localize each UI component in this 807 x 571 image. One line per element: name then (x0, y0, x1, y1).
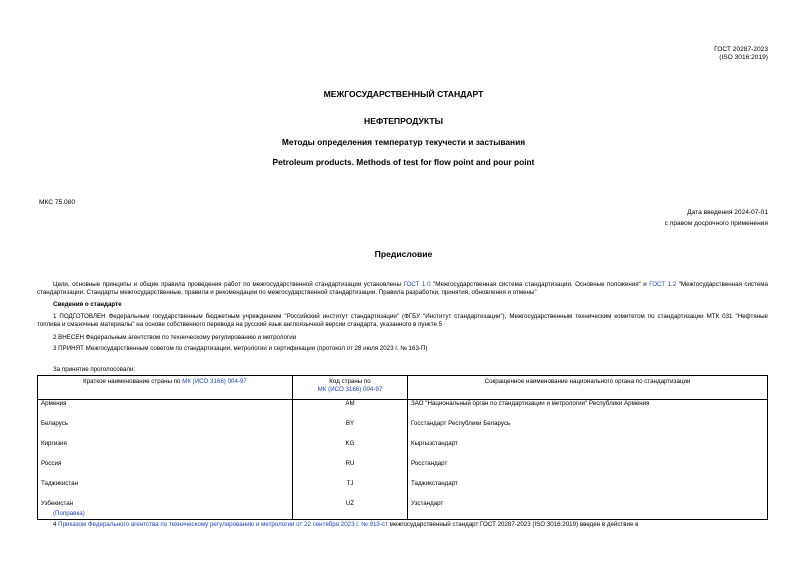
code-cell: TJ (293, 480, 408, 500)
national-body-cell: Госстандарт Республики Беларусь (408, 420, 768, 440)
interstate-title: МЕЖГОСУДАРСТВЕННЫЙ СТАНДАРТ (323, 89, 484, 99)
header-country-code (293, 376, 408, 400)
national-body-cell: Таджикстандарт (408, 480, 768, 500)
header-country-text: Краткое наименование страны по (83, 378, 183, 385)
header-country-name (38, 376, 293, 400)
rosstandart-order-link[interactable]: Приказом Федерального агентства по техническому регулированию и метрологии от 22 сентября 2023 г. № 913-ст (58, 521, 388, 528)
methods-title-ru: Методы определения температур текучести и застывания (281, 137, 526, 147)
national-body-cell: Узстандарт (408, 500, 768, 520)
item-4-text: межгосударственный стандарт ГОСТ 20287-2023 (ISO 3016:2019) введен в действие в (387, 521, 639, 528)
mk-iso-3166-link[interactable]: МК (ИСО 3166) 004-97 (182, 378, 247, 385)
item-3-adopted: 3 ПРИНЯТ Межгосударственным советом по стандартизации, метрологии и сертификации (протокол от 28 июля 2023 г. № 163-П) (53, 345, 428, 352)
country-cell: Киргизия (38, 440, 293, 460)
intro-date (508, 209, 768, 228)
country-cell: Беларусь (38, 420, 293, 440)
product-title: НЕФТЕПРОДУКТЫ (364, 116, 443, 126)
table-row (38, 420, 768, 440)
national-body-cell: ЗАО "Национальный орган по стандартизации и метрологии" Республики Армения (408, 400, 768, 420)
gost-1-2-link[interactable]: ГОСТ 1.2 (649, 281, 677, 288)
table-row (38, 460, 768, 480)
table-row (38, 480, 768, 500)
document-code (568, 46, 768, 62)
methods-title-en: Petroleum products. Methods of test for flow point and pour point (272, 157, 535, 167)
code-cell: KG (293, 440, 408, 460)
code-cell: AM (293, 400, 408, 420)
item-2-submitted: 2 ВНЕСЕН Федеральным агентством по техническому регулированию и метрологии (53, 334, 297, 341)
header-national-body: Сокращенное наименование национального органа по стандартизации (408, 376, 768, 400)
mk-iso-3166-code-link[interactable]: МК (ИСО 3166) 004-97 (317, 386, 383, 393)
table-row (38, 500, 768, 520)
code-cell: RU (293, 460, 408, 480)
country-cell: Узбекистан (38, 500, 293, 520)
iso-code: (ISO 3016:2019) (719, 54, 768, 61)
item-1-prepared: 1 ПОДГОТОВЛЕН Федеральным государственным бюджетным учреждением "Российский институт стандартизации" (ФГБУ "Институт стандартизации"), Межгосударственным техническим комитетом по стандартизации МТК 031 "Нефтяные топлива и смазочные материалы" на основе собственного перевода на русский язык англоязычной версии стандарта, указанного в пункте 5 (37, 313, 768, 328)
intro-date-value: Дата введения 2024-07-01 (687, 209, 768, 216)
country-cell: Таджикистан (38, 480, 293, 500)
table-row (38, 400, 768, 420)
country-cell: Армения (38, 400, 293, 420)
table-row (38, 440, 768, 460)
voting-states-table (37, 375, 768, 520)
p1-text-a: Цели, основные принципы и общие правила проведения работ по межгосударственной стандартизации установлены (53, 281, 404, 288)
code-cell: BY (293, 420, 408, 440)
amendment-link[interactable]: (Поправка) (53, 510, 85, 517)
foreword-heading: Предисловие (374, 249, 433, 259)
national-body-cell: Росстандарт (408, 460, 768, 480)
code-cell: UZ (293, 500, 408, 520)
voted-for-label: За принятие проголосовали: (53, 366, 136, 373)
item-4-number: 4 (53, 521, 59, 528)
gost-1-0-link[interactable]: ГОСТ 1.0 (403, 281, 431, 288)
country-cell: Россия (38, 460, 293, 480)
header-code-text: Код страны по (329, 378, 371, 385)
p1-text-c: "Межгосударственная система стандартизации. Стандарты межгосударственные, правила и рекомендации по межгосударственной стандартизации. Правила разработки, принятия, обновления и отмены" (37, 281, 768, 296)
item-4-enacted (53, 521, 769, 529)
foreword-paragraph-1 (37, 281, 768, 297)
table-header-row (38, 376, 768, 400)
mks-code: МКС 75.080 (39, 199, 76, 206)
national-body-cell: Кыргызстандарт (408, 440, 768, 460)
gost-code: ГОСТ 20287-2023 (714, 46, 768, 53)
early-application-note: с правом досрочного применения (664, 220, 768, 227)
standard-info-heading: Сведения о стандарте (53, 301, 122, 308)
p1-text-b: "Межгосударственная система стандартизации. Основные положения" и (430, 281, 650, 288)
